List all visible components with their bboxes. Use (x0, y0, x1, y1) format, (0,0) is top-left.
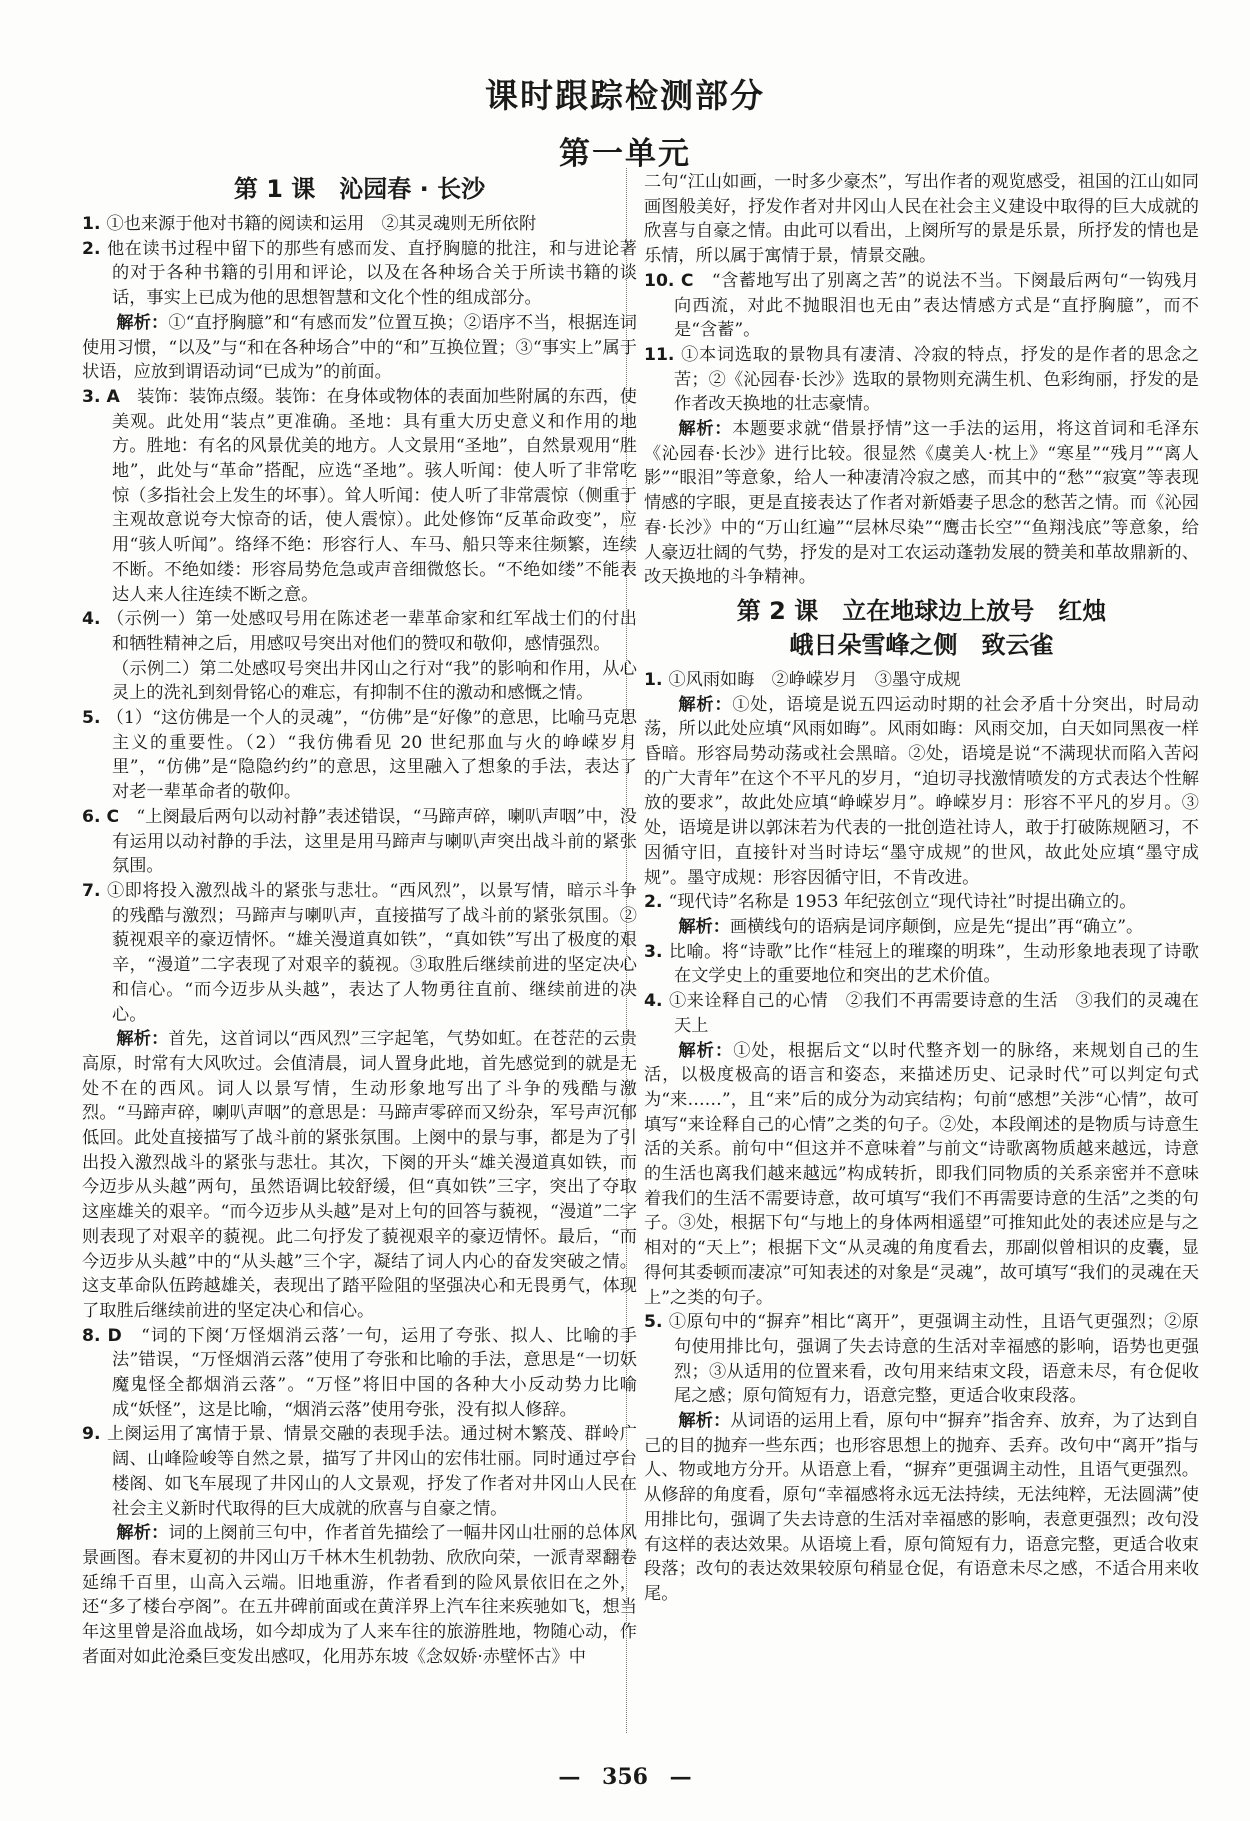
page-number (0, 1764, 1250, 1790)
answer-1: 1. ①也来源于他对书籍的阅读和运用 ②其灵魂则无所依附 (82, 214, 537, 234)
answer-8-text: “词的下阕‘万怪烟消云落’一句，运用了夸张、拟人、比喻的手法”错误，“万怪烟消云落”使用了夸张和比喻的手法，意思是“一切妖魔鬼怪全都烟消云落”。“万怪”将旧中国的各种大小反动势力比喻成“妖怪”，这是比喻，“烟消云落”使用夸张，没有拟人修辞。 (112, 1325, 637, 1420)
answer-8: 8. D “词的下阕‘万怪烟消云落’一句，运用了夸张、拟人、比喻的手法”错误，“万怪烟消云落”使用了夸张和比喻的手法，意思是“一切妖魔鬼怪全都烟消云落”。“万怪”将旧中国的各种大小反动势力比喻成“妖怪”，这是比喻，“烟消云落”使用夸张，没有拟人修辞。 (82, 1325, 637, 1420)
lesson2-answer-5-text: ①原句中的“摒弃”相比“离开”，更强调主动性，且语气更强烈；②原句使用排比句，强调了失去诗意的生活对幸福感的影响，语势也更强烈；③从适用的位置来看，改句用来结束文段，语意未尽，有仓促收尾之感；原句简短有力，语意完整，更适合收束段落。 (668, 1312, 1199, 1407)
answer-4: 4. （示例一）第一处感叹号用在陈述老一辈革命家和红军战士们的付出和牺牲精神之后，用感叹号突出对他们的赞叹和敬仰，感情强烈。 (82, 609, 637, 654)
answer-6-text: “上阕最后两句以动衬静”表述错误，“马蹄声碎，喇叭声咽”中，没有运用以动衬静的手法，这里是用马蹄声与喇叭声突出战斗前的紧张氛围。 (112, 806, 637, 877)
answer-7: 7. ①即将投入激烈战斗的紧张与悲壮。“西风烈”，以景写情，暗示斗争的残酷与激烈；马蹄声与喇叭声，直接描写了战斗前的紧张氛围。②藐视艰辛的豪迈情怀。“雄关漫道真如铁”，“真如铁”写出了极度的艰辛，“漫道”二字表现了对艰辛的藐视。③取胜后继续前进的坚定决心和信心。“而今迈步从头越”，表达了人物勇往直前、继续前进的决心。 (82, 880, 637, 1025)
lesson2-analysis-5: 解析：从词语的运用上看，原句中“摒弃”指舍弃、放弃，为了达到自己的目的抛弃一些东西；也形容思想上的抛弃、丢弃。改句中“离开”指与人、物或地方分开。从语意上看，“摒弃”更强调主动性，且语气更强烈。从修辞的角度看，原句“幸福感将永远无法持续，无法纯粹，无法圆满”使用排比句，强调了失去诗意的生活对幸福感的影响，表意更强烈；改句没有这样的表达效果。从语境上看，原句简短有力，语意完整，更适合收束段落；改句的表达效果较原句稍显仓促，有语意未尽之感，不适合用来收尾。 (644, 1411, 1199, 1604)
lesson2-answer-3-text: 比喻。将“诗歌”比作“桂冠上的璀璨的明珠”，生动形象地表现了诗歌在文学史上的重要地位和突出的艺术价值。 (668, 941, 1199, 987)
answer-4b: （示例二）第二处感叹号突出井冈山之行对“我”的影响和作用，从心灵上的洗礼到刻骨铭心的难忘，有抑制不住的激动和感慨之情。 (112, 658, 637, 704)
lesson2-answer-4: 4. ①来诠释自己的心情 ②我们不再需要诗意的生活 ③我们的灵魂在天上 (644, 991, 1199, 1036)
answer-11: 11. ①本词选取的景物具有凄清、冷寂的特点，抒发的是作者的思念之苦；②《沁园春·长沙》选取的景物则充满生机、色彩绚丽，抒发的是作者改天换地的壮志豪情。 (644, 344, 1199, 415)
lesson2-analysis-4: 解析：①处，根据后文“以时代整齐划一的脉络，来规划自己的生活，以极度极高的语言和姿态，来描述历史、记录时代”可以判定句式为“来……”，且“来”后的成分为动宾结构；句前“感想”关涉“心情”，故可填写“来诠释自己的心情”之类的句子。②处，本段阐述的是物质与诗意生活的关系。前句中“但这并不意味着”与前文“诗歌离物质越来越远，诗意的生活也离我们越来越远”构成转折，即我们同物质的关系亲密并不意味着我们的生活不需要诗意，故可填写“我们不再需要诗意的生活”之类的句子。③处，根据下句“与地上的身体两相遥望”可推知此处的表述应是与之相对的“天上”；根据下文“从灵魂的角度看去，那副似曾相识的皮囊，显得何其委顿而凄凉”可知表述的对象是“灵魂”，故可填写“我们的灵魂在天上”之类的句子。 (644, 1040, 1199, 1308)
unit-title: 第一单元 (559, 136, 691, 172)
lesson2-analysis-5-text: 从词语的运用上看，原句中“摒弃”指舍弃、放弃，为了达到自己的目的抛弃一些东西；也形容思想上的抛弃、丢弃。改句中“离开”指与人、物或地方分开。从语意上看，“摒弃”更强调主动性，且语气更强烈。从修辞的角度看，原句“幸福感将永远无法持续，无法纯粹，无法圆满”使用排比句，强调了失去诗意的生活对幸福感的影响，表意更强烈；改句没有这样的表达效果。从语境上看，原句简短有力，语意完整，更适合收束段落；改句的表达效果较原句稍显仓促，有语意未尽之感，不适合用来收尾。 (644, 1411, 1199, 1604)
page-number-dash-left: — (558, 1764, 581, 1790)
lesson-1-heading: 第 1 课 沁园春 · 长沙 (233, 175, 486, 203)
lesson-2-heading-line1: 第 2 课 立在地球边上放号 红烛 (736, 596, 1107, 625)
answer-10-text: “含蓄地写出了别离之苦”的说法不当。下阕最后两句“一钩残月向西流，对此不抛眼泪也无由”表达情感方式是“直抒胸臆”，而不是“含蓄”。 (674, 270, 1199, 341)
answer-1-text: ①也来源于他对书籍的阅读和运用 ②其灵魂则无所依附 (106, 214, 537, 234)
analysis-11: 解析：本题要求就“借景抒情”这一手法的运用，将这首词和毛泽东《沁园春·长沙》进行比较。很显然《虞美人·枕上》“寒星”“残月”“离人影”“眼泪”等意象，给人一种凄清冷寂之感，而其中的“愁”“寂寞”等表现情感的字眼，更是直接表达了作者对新婚妻子思念的愁苦之情。而《沁园春·长沙》中的“万山红遍”“层林尽染”“鹰击长空”“鱼翔浅底”等意象，给人豪迈壮阔的气势，抒发的是对工农运动蓬勃发展的赞美和革故鼎新的、改天换地的斗争精神。 (644, 419, 1199, 588)
page-title: 课时跟踪检测部分 (485, 76, 765, 115)
lesson2-analysis-2: 解析：画横线句的语病是词序颠倒，应是先“提出”再“确立”。 (678, 916, 1144, 937)
lesson2-answer-4-text: ①来诠释自己的心情 ②我们不再需要诗意的生活 ③我们的灵魂在天上 (668, 991, 1199, 1036)
answer-6: 6. C “上阕最后两句以动衬静”表述错误，“马蹄声碎，喇叭声咽”中，没有运用以动衬静的手法，这里是用马蹄声与喇叭声突出战斗前的紧张氛围。 (82, 806, 637, 877)
left-column (82, 168, 637, 1738)
analysis-9-continued: 二句“江山如画，一时多少豪杰”，写出作者的观览感受，祖国的江山如同画图般美好，抒发作者对井冈山人民在社会主义建设中取得的巨大成就的欣喜与自豪之情。由此可以看出，上阕所写的景是乐景，所抒发的情也是乐情，所以属于寓情于景，情景交融。 (644, 172, 1199, 267)
lesson2-answer-1-text: ①风雨如晦 ②峥嵘岁月 ③墨守成规 (668, 669, 961, 690)
answer-2: 2. 他在读书过程中留下的那些有感而发、直抒胸臆的批注，和与进论著的对于各种书籍的引用和评论，以及在各种场合关于所读书籍的谈话，事实上已成为他的思想智慧和文化个性的组成部分。 (82, 238, 637, 309)
analysis-2-text: ①“直抒胸臆”和“有感而发”位置互换；②语序不当，根据连词使用习惯，“以及”与“和在各种场合”中的“和”互换位置；③“事实上”属于状语，应放到谓语动词“已成为”的前面。 (82, 312, 637, 383)
lesson2-analysis-4-text: ①处，根据后文“以时代整齐划一的脉络，来规划自己的生活，以极度极高的语言和姿态，来描述历史、记录时代”可以判定句式为“来……”，且“来”后的成分为动宾结构；句前“感想”关涉“心情”，故可填写“来诠释自己的心情”之类的句子。②处，本段阐述的是物质与诗意生活的关系。前句中“但这并不意味着”与前文“诗歌离物质越来越远，诗意的生活也离我们越来越远”构成转折，即我们同物质的关系亲密并不意味着我们的生活不需要诗意，故可填写“我们不再需要诗意的生活”之类的句子。③处，根据下句“与地上的身体两相遥望”可推知此处的表述应是与之相对的“天上”；根据下文“从灵魂的角度看去，那副似曾相识的皮囊，显得何其委顿而凄凉”可知表述的对象是“灵魂”，故可填写“我们的灵魂在天上”之类的句子。 (644, 1040, 1199, 1308)
answer-9: 9. 上阕运用了寓情于景、情景交融的表现手法。通过树木繁茂、群岭广阔、山峰险峻等自然之景，描写了井冈山的宏伟壮丽。同时通过亭台楼阁、如飞车展现了井冈山的人文景观，抒发了作者对井冈山人民在社会主义新时代取得的巨大成就的欣喜与自豪之情。 (82, 1424, 637, 1519)
lesson-2-heading (644, 594, 1199, 662)
analysis-9: 解析：词的上阕前三句中，作者首先描绘了一幅井冈山壮丽的总体风景画图。春末夏初的井冈山万千林木生机勃勃、欣欣向荣，一派青翠翻卷延绵千百里，山高入云端。旧地重游，作者看到的险风景依旧在之外，还“多了楼台亭阁”。在五井碑前面或在黄洋界上汽车往来疾驰如飞，想当年这里曾是浴血战场，如今却成为了人来车往的旅游胜地，物随心动，作者面对如此沧桑巨变发出感叹，化用苏东坡《念奴娇·赤壁怀古》中 (82, 1523, 637, 1667)
analysis-7: 解析：首先，这首词以“西风烈”三字起笔，气势如虹。在苍茫的云贵高原，时常有大风吹过。会值清晨，词人置身此地，首先感觉到的就是无处不在的西风。词人以景写情，生动形象地写出了斗争的残酷与激烈。“马蹄声碎，喇叭声咽”的意思是：马蹄声零碎而又纷杂，军号声沉郁低回。此处直接描写了战斗前的紧张氛围。上阕中的景与事，都是为了引出投入激烈战斗的紧张与悲壮。其次，下阕的开头“雄关漫道真如铁，而今迈步从头越”两句，虽然语调比较舒缓，但“真如铁”三字，突出了夺取这座雄关的艰辛。“而今迈步从头越”是对上句的回答与藐视，“漫道”二字则表现了对艰辛的藐视。此二句抒发了藐视艰辛的豪迈情怀。最后，“而今迈步从头越”中的“从头越”三个字，凝结了词人内心的奋发突破之情。这支革命队伍跨越雄关，表现出了踏平险阻的坚强决心和无畏勇气，体现了取胜后继续前进的坚定决心和信心。 (82, 1029, 637, 1321)
answer-9-text: 上阕运用了寓情于景、情景交融的表现手法。通过树木繁茂、群岭广阔、山峰险峻等自然之景，描写了井冈山的宏伟壮丽。同时通过亭台楼阁、如飞车展现了井冈山的人文景观，抒发了作者对井冈山人民在社会主义新时代取得的巨大成就的欣喜与自豪之情。 (106, 1424, 637, 1519)
analysis-9-text: 词的上阕前三句中，作者首先描绘了一幅井冈山壮丽的总体风景画图。春末夏初的井冈山万千林木生机勃勃、欣欣向荣，一派青翠翻卷延绵千百里，山高入云端。旧地重游，作者看到的险风景依旧在之外，还“多了楼台亭阁”。在五井碑前面或在黄洋界上汽车往来疾驰如飞，想当年这里曾是浴血战场，如今却成为了人来车往的旅游胜地，物随心动，作者面对如此沧桑巨变发出感叹，化用苏东坡《念奴娇·赤壁怀古》中 (82, 1523, 637, 1667)
lesson2-answer-2: 2. “现代诗”名称是 1953 年纪弦创立“现代诗社”时提出确立的。 (644, 892, 1137, 913)
answer-10: 10. C “含蓄地写出了别离之苦”的说法不当。下阕最后两句“一钩残月向西流，对此不抛眼泪也无由”表达情感方式是“直抒胸臆”，而不是“含蓄”。 (644, 270, 1199, 341)
analysis-11-text: 本题要求就“借景抒情”这一手法的运用，将这首词和毛泽东《沁园春·长沙》进行比较。很显然《虞美人·枕上》“寒星”“残月”“离人影”“眼泪”等意象，给人一种凄清冷寂之感，而其中的“愁”“寂寞”等表现情感的字眼，更是直接表达了作者对新婚妻子思念的愁苦之情。而《沁园春·长沙》中的“万山红遍”“层林尽染”“鹰击长空”“鱼翔浅底”等意象，给人豪迈壮阔的气势，抒发的是对工农运动蓬勃发展的赞美和革故鼎新的、改天换地的斗争精神。 (644, 419, 1199, 588)
analysis-7-text: 首先，这首词以“西风烈”三字起笔，气势如虹。在苍茫的云贵高原，时常有大风吹过。会值清晨，词人置身此地，首先感觉到的就是无处不在的西风。词人以景写情，生动形象地写出了斗争的残酷与激烈。“马蹄声碎，喇叭声咽”的意思是：马蹄声零碎而又纷杂，军号声沉郁低回。此处直接描写了战斗前的紧张氛围。上阕中的景与事，都是为了引出投入激烈战斗的紧张与悲壮。其次，下阕的开头“雄关漫道真如铁，而今迈步从头越”两句，虽然语调比较舒缓，但“真如铁”三字，突出了夺取这座雄关的艰辛。“而今迈步从头越”是对上句的回答与藐视，“漫道”二字则表现了对艰辛的藐视。此二句抒发了藐视艰辛的豪迈情怀。最后，“而今迈步从头越”中的“从头越”三个字，凝结了词人内心的奋发突破之情。这支革命队伍跨越雄关，表现出了踏平险阻的坚强决心和无畏勇气，体现了取胜后继续前进的坚定决心和信心。 (82, 1029, 637, 1321)
answer-5-text: （1）“这仿佛是一个人的灵魂”，“仿佛”是“好像”的意思，比喻马克思主义的重要性。（2）“我仿佛看见 20 世纪那血与火的峥嵘岁月里”，“仿佛”是“隐隐约约”的意思，这里融入了想象的手法，表达了对老一辈革命者的敬仰。 (106, 708, 637, 803)
answer-2-text: 他在读书过程中留下的那些有感而发、直抒胸臆的批注，和与进论著的对于各种书籍的引用和评论，以及在各种场合关于所读书籍的谈话，事实上已成为他的思想智慧和文化个性的组成部分。 (106, 238, 637, 309)
page-number-value: 356 (602, 1764, 648, 1790)
right-column (644, 170, 1199, 1740)
lesson2-answer-1: 1. ①风雨如晦 ②峥嵘岁月 ③墨守成规 (644, 669, 961, 690)
answer-11-text: ①本词选取的景物具有凄清、冷寂的特点，抒发的是作者的思念之苦；②《沁园春·长沙》选取的景物则充满生机、色彩绚丽，抒发的是作者改天换地的壮志豪情。 (674, 344, 1199, 415)
answer-4a-text: （示例一）第一处感叹号用在陈述老一辈革命家和红军战士们的付出和牺牲精神之后，用感叹号突出对他们的赞叹和敬仰，感情强烈。 (106, 609, 637, 654)
analysis-2: 解析：①“直抒胸臆”和“有感而发”位置互换；②语序不当，根据连词使用习惯，“以及”与“和在各种场合”中的“和”互换位置；③“事实上”属于状语，应放到谓语动词“已成为”的前面。 (82, 312, 637, 383)
lesson2-analysis-1: 解析：①处，语境是说五四运动时期的社会矛盾十分突出，时局动荡，所以此处应填“风雨如晦”。风雨如晦：风雨交加，白天如同黑夜一样昏暗。形容局势动荡或社会黑暗。②处，语境是说“不满现状而陷入苦闷的广大青年”在这个不平凡的岁月，“迫切寻找激情喷发的方式表达个性解放的要求”，故此处应填“峥嵘岁月”。峥嵘岁月：形容不平凡的岁月。③处，语境是讲以郭沫若为代表的一批创造社诗人，敢于打破陈规陋习，不因循守旧，直接针对当时诗坛“墨守成规”的世风，故此处应填“墨守成规”。墨守成规：形容因循守旧，不肯改进。 (644, 694, 1199, 888)
page-number-dash-right: — (669, 1764, 692, 1790)
lesson2-answer-3: 3. 比喻。将“诗歌”比作“桂冠上的璀璨的明珠”，生动形象地表现了诗歌在文学史上的重要地位和突出的艺术价值。 (644, 941, 1199, 987)
lesson2-answer-5: 5. ①原句中的“摒弃”相比“离开”，更强调主动性，且语气更强烈；②原句使用排比句，强调了失去诗意的生活对幸福感的影响，语势也更强烈；③从适用的位置来看，改句用来结束文段，语意未尽，有仓促收尾之感；原句简短有力，语意完整，更适合收束段落。 (644, 1312, 1199, 1407)
lesson2-answer-2-text: “现代诗”名称是 1953 年纪弦创立“现代诗社”时提出确立的。 (668, 892, 1137, 913)
lesson2-analysis-2-text: 画横线句的语病是词序颠倒，应是先“提出”再“确立”。 (729, 916, 1144, 937)
lesson2-analysis-1-text: ①处，语境是说五四运动时期的社会矛盾十分突出，时局动荡，所以此处应填“风雨如晦”。风雨如晦：风雨交加，白天如同黑夜一样昏暗。形容局势动荡或社会黑暗。②处，语境是说“不满现状而陷入苦闷的广大青年”在这个不平凡的岁月，“迫切寻找激情喷发的方式表达个性解放的要求”，故此处应填“峥嵘岁月”。峥嵘岁月：形容不平凡的岁月。③处，语境是讲以郭沫若为代表的一批创造社诗人，敢于打破陈规陋习，不因循守旧，直接针对当时诗坛“墨守成规”的世风，故此处应填“墨守成规”。墨守成规：形容因循守旧，不肯改进。 (644, 694, 1199, 888)
answer-7-text: ①即将投入激烈战斗的紧张与悲壮。“西风烈”，以景写情，暗示斗争的残酷与激烈；马蹄声与喇叭声，直接描写了战斗前的紧张氛围。②藐视艰辛的豪迈情怀。“雄关漫道真如铁”，“真如铁”写出了极度的艰辛，“漫道”二字表现了对艰辛的藐视。③取胜后继续前进的坚定决心和信心。“而今迈步从头越”，表达了人物勇往直前、继续前进的决心。 (106, 880, 637, 1025)
answer-3-text: 装饰：装饰点缀。装饰：在身体或物体的表面加些附属的东西，使美观。此处用“装点”更准确。圣地：具有重大历史意义和作用的地方。胜地：有名的风景优美的地方。人文景用“圣地”，自然景观用“胜地”，此处与“革命”搭配，应选“圣地”。骇人听闻：使人听了非常吃惊（多指社会上发生的坏事）。耸人听闻：使人听了非常震惊（侧重于主观故意说夸大惊奇的话，使人震惊）。此处修饰“反革命政变”，应用“骇人听闻”。络绎不绝：形容行人、车马、船只等来往频繁，连续不断。不绝如缕：形容局势危急或声音细微悠长。“不绝如缕”不能表达人来人往连续不断之意。 (112, 386, 637, 605)
answer-3: 3. A 装饰：装饰点缀。装饰：在身体或物体的表面加些附属的东西，使美观。此处用“装点”更准确。圣地：具有重大历史意义和作用的地方。胜地：有名的风景优美的地方。人文景用“圣地”，自然景观用“胜地”，此处与“革命”搭配，应选“圣地”。骇人听闻：使人听了非常吃惊（多指社会上发生的坏事）。耸人听闻：使人听了非常震惊（侧重于主观故意说夸大惊奇的话，使人震惊）。此处修饰“反革命政变”，应用“骇人听闻”。络绎不绝：形容行人、车马、船只等来往频繁，连续不断。不绝如缕：形容局势危急或声音细微悠长。“不绝如缕”不能表达人来人往连续不断之意。 (82, 386, 637, 605)
answer-5: 5. （1）“这仿佛是一个人的灵魂”，“仿佛”是“好像”的意思，比喻马克思主义的重要性。（2）“我仿佛看见 20 世纪那血与火的峥嵘岁月里”，“仿佛”是“隐隐约约”的意思，这里融入了想象的手法，表达了对老一辈革命者的敬仰。 (82, 708, 637, 803)
lesson-2-heading-line2: 峨日朵雪峰之侧 致云雀 (789, 630, 1054, 659)
